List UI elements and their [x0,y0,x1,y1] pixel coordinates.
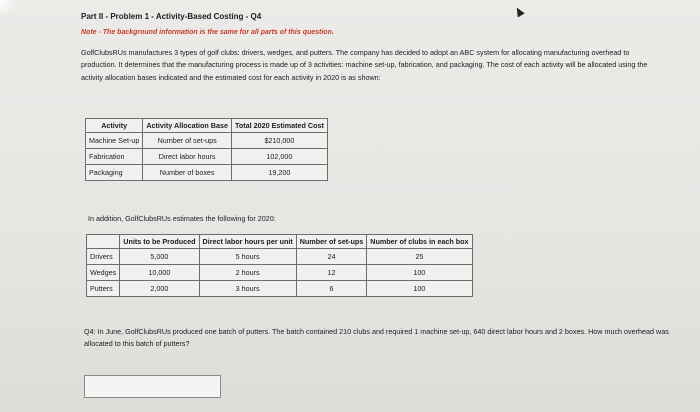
table-row [86,165,328,181]
table-cell: 5 hours [199,249,296,265]
table-cell: 3 hours [199,281,296,297]
table-row [87,281,473,297]
intro-paragraph: GolfClubsRUs manufactures 3 types of golf clubs: drivers, wedges, and putters. The company has decided to adopt an ABC system for allocating manufacturing overhead to production. It determines that the manufacturing process is made up of 3 activities: machine set-up, fabrication, and packaging. The cost of each activity will be allocated using the activity allocation bases indicated and the estimated cost for each activity in 2020 is as shown: [81,48,648,82]
table-cell: 2 hours [199,265,296,281]
table-cell: 100 [367,281,472,297]
table-cell: 10,000 [120,265,199,281]
column-header: Activity [86,119,143,133]
table-cell: Number of set-ups [143,133,232,149]
table-cell: $210,000 [231,133,327,149]
column-header: Direct labor hours per unit [199,235,296,249]
table-cell: Direct labor hours [143,149,232,165]
table-cell: 24 [296,249,367,265]
table-row [87,249,473,265]
table-cell: Wedges [87,265,120,281]
table-cell: Putters [87,281,120,297]
table-cell: Machine Set-up [86,133,143,149]
table-cell: Number of boxes [143,165,232,181]
table-cell: 102,000 [231,149,327,165]
table-row [86,149,328,165]
column-header: Activity Allocation Base [143,119,232,133]
answer-input[interactable] [84,375,221,398]
table-header-row [87,235,473,249]
table-cell: 5,000 [120,249,199,265]
table-row [86,133,328,149]
note-text: Note - The background information is the same for all parts of this question. [81,29,334,36]
table-cell: Fabrication [86,149,143,165]
column-header: Number of clubs in each box [367,235,472,249]
column-header: Units to be Produced [120,235,199,249]
table-cell: 2,000 [120,281,199,297]
column-header: Total 2020 Estimated Cost [231,119,327,133]
table-header-row [86,119,328,133]
page-title: Part II - Problem 1 - Activity-Based Costing - Q4 [81,12,262,21]
estimates-intro-text: In addition, GolfClubsRUs estimates the following for 2020: [88,214,276,223]
column-header: Number of set-ups [296,235,367,249]
column-header [87,235,120,249]
table-cell: Packaging [86,165,143,181]
table-cell: 12 [296,265,367,281]
table-cell: 19,200 [231,165,327,181]
table-cell: 6 [296,281,367,297]
table-cell: Drivers [87,249,120,265]
production-estimates-table [86,234,473,297]
table-row [87,265,473,281]
screen-glare [0,0,20,14]
activity-cost-table [85,118,328,181]
mouse-cursor-icon [513,6,524,18]
table-cell: 25 [367,249,472,265]
question-text: Q4: In June, GolfClubsRUs produced one batch of putters. The batch contained 210 clubs and required 1 machine set-up, 640 direct labor hours and 2 boxes. How much overhead was allocated to this batch of putters? [84,327,669,349]
table-cell: 100 [367,265,472,281]
